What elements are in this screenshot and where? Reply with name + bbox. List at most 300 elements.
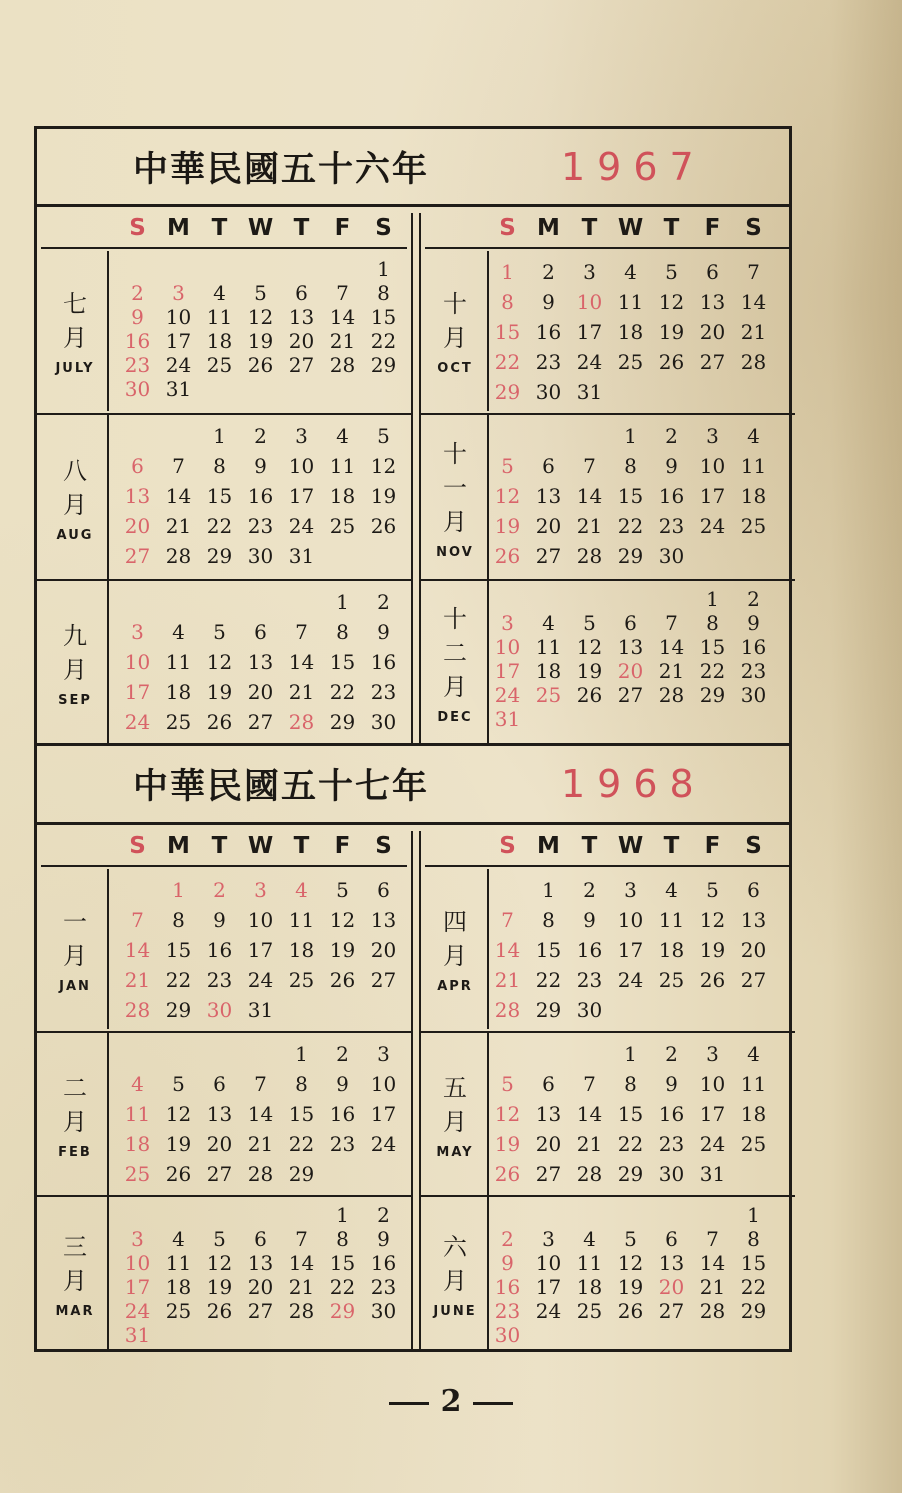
day-cell: 22	[329, 1275, 356, 1299]
day-cell: 12	[206, 650, 233, 674]
dash-left	[389, 1402, 429, 1405]
weekday-label: S	[745, 215, 762, 241]
day-cell: 16	[658, 1102, 685, 1126]
day-cell: 4	[336, 424, 349, 448]
day-cell: 7	[747, 260, 760, 284]
day-cell: 6	[213, 1072, 226, 1096]
empty-cell	[651, 707, 692, 731]
day-cell: 7	[336, 281, 349, 305]
day-cell: 28	[576, 1162, 603, 1186]
day-cell: 2	[254, 424, 267, 448]
day-cell: 25	[288, 968, 315, 992]
month-label	[41, 251, 109, 411]
day-cell: 30	[658, 1162, 685, 1186]
day-cell: 27	[247, 710, 274, 734]
empty-cell	[199, 1203, 240, 1227]
day-cell: 18	[740, 484, 767, 508]
day-cell: 14	[165, 484, 192, 508]
day-cell: 17	[699, 484, 726, 508]
day-cell: 10	[699, 1072, 726, 1096]
day-cell: 1	[377, 257, 390, 281]
day-cell: 26	[494, 1162, 521, 1186]
empty-cell	[733, 1323, 774, 1347]
empty-cell	[569, 421, 610, 451]
day-cell: 14	[494, 938, 521, 962]
day-cell: 13	[535, 1102, 562, 1126]
day-cell: 4	[747, 1042, 760, 1066]
day-cell: 7	[665, 611, 678, 635]
day-cell: 6	[295, 281, 308, 305]
day-cell: 19	[165, 1132, 192, 1156]
day-cell: 12	[370, 454, 397, 478]
empty-cell	[240, 1203, 281, 1227]
day-cell: 8	[624, 1072, 637, 1096]
day-cell: 20	[699, 320, 726, 344]
day-grid	[117, 587, 404, 737]
empty-cell	[322, 541, 363, 571]
day-cell: 11	[206, 305, 233, 329]
day-cell: 19	[206, 1275, 233, 1299]
day-cell: 1	[747, 1203, 760, 1227]
day-cell: 1	[172, 878, 185, 902]
day-cell: 5	[336, 878, 349, 902]
day-cell: 7	[254, 1072, 267, 1096]
day-cell: 24	[699, 514, 726, 538]
day-cell: 10	[535, 1251, 562, 1275]
empty-cell	[363, 541, 404, 571]
day-cell: 27	[699, 350, 726, 374]
day-cell: 1	[213, 424, 226, 448]
day-cell: 14	[124, 938, 151, 962]
day-cell: 21	[288, 680, 315, 704]
day-cell: 20	[247, 680, 274, 704]
day-cell: 25	[740, 514, 767, 538]
month-name-chinese: 四 月	[443, 907, 467, 970]
empty-cell	[158, 1203, 199, 1227]
day-cell: 24	[124, 1299, 151, 1323]
day-cell: 27	[617, 683, 644, 707]
empty-cell	[651, 377, 692, 407]
day-cell: 8	[542, 908, 555, 932]
day-cell: 14	[329, 305, 356, 329]
day-cell: 11	[617, 290, 644, 314]
day-cell: 8	[501, 290, 514, 314]
weekday-header	[117, 215, 404, 245]
empty-cell	[610, 377, 651, 407]
day-cell: 23	[658, 1132, 685, 1156]
day-cell: 20	[535, 1132, 562, 1156]
weekday-label: T	[581, 215, 598, 241]
day-cell: 18	[165, 1275, 192, 1299]
day-cell: 17	[370, 1102, 397, 1126]
weekday-label: F	[334, 833, 351, 859]
empty-cell	[158, 1323, 199, 1347]
day-cell: 13	[288, 305, 315, 329]
day-cell: 11	[740, 1072, 767, 1096]
day-cell: 5	[624, 1227, 637, 1251]
day-cell: 2	[131, 281, 144, 305]
day-cell: 16	[576, 938, 603, 962]
day-cell: 7	[131, 908, 144, 932]
day-cell: 11	[165, 650, 192, 674]
day-cell: 23	[576, 968, 603, 992]
day-cell: 23	[329, 1132, 356, 1156]
weekday-label: T	[581, 833, 598, 859]
empty-cell	[487, 1203, 528, 1227]
day-grid	[487, 257, 774, 407]
day-cell: 12	[165, 1102, 192, 1126]
empty-cell	[528, 1203, 569, 1227]
month-label	[41, 869, 109, 1029]
day-cell: 15	[535, 938, 562, 962]
day-cell: 24	[288, 514, 315, 538]
empty-cell	[733, 541, 774, 571]
day-cell: 23	[370, 680, 397, 704]
weekday-label: T	[663, 215, 680, 241]
day-cell: 12	[329, 908, 356, 932]
day-cell: 27	[535, 544, 562, 568]
day-cell: 2	[377, 590, 390, 614]
weekday-label: M	[167, 215, 190, 241]
day-cell: 29	[206, 544, 233, 568]
day-cell: 1	[706, 587, 719, 611]
day-cell: 26	[658, 350, 685, 374]
empty-cell	[528, 421, 569, 451]
header-rule	[425, 865, 789, 867]
day-cell: 3	[377, 1042, 390, 1066]
empty-cell	[240, 1039, 281, 1069]
day-cell: 10	[699, 454, 726, 478]
day-cell: 27	[247, 1299, 274, 1323]
day-cell: 29	[617, 1162, 644, 1186]
month-oct	[421, 251, 795, 411]
day-cell: 21	[329, 329, 356, 353]
day-cell: 14	[247, 1102, 274, 1126]
day-cell: 15	[494, 320, 521, 344]
month-aug	[37, 413, 411, 581]
month-apr	[421, 869, 795, 1029]
day-cell: 26	[494, 544, 521, 568]
day-cell: 22	[699, 659, 726, 683]
empty-cell	[610, 1323, 651, 1347]
day-cell: 22	[370, 329, 397, 353]
day-cell: 9	[583, 908, 596, 932]
month-name-chinese: 五 月	[443, 1073, 467, 1136]
day-cell: 3	[131, 620, 144, 644]
day-cell: 28	[247, 1162, 274, 1186]
day-cell: 25	[535, 683, 562, 707]
day-cell: 5	[213, 620, 226, 644]
day-cell: 22	[740, 1275, 767, 1299]
day-cell: 10	[124, 650, 151, 674]
month-name-english: FEB	[58, 1144, 92, 1160]
day-cell: 29	[535, 998, 562, 1022]
day-grid	[117, 1203, 404, 1347]
day-cell: 17	[576, 320, 603, 344]
day-cell: 28	[288, 710, 315, 734]
day-cell: 7	[295, 1227, 308, 1251]
day-cell: 23	[535, 350, 562, 374]
weekday-label: M	[537, 215, 560, 241]
day-cell: 29	[740, 1299, 767, 1323]
day-cell: 5	[583, 611, 596, 635]
weekday-label: S	[499, 833, 516, 859]
day-cell: 21	[576, 514, 603, 538]
empty-cell	[610, 707, 651, 731]
day-cell: 16	[370, 650, 397, 674]
day-cell: 13	[658, 1251, 685, 1275]
day-cell: 19	[699, 938, 726, 962]
day-cell: 22	[165, 968, 192, 992]
day-cell: 9	[336, 1072, 349, 1096]
column-divider	[411, 213, 421, 743]
day-cell: 1	[336, 590, 349, 614]
day-cell: 16	[247, 484, 274, 508]
day-cell: 28	[576, 544, 603, 568]
day-cell: 23	[740, 659, 767, 683]
weekday-label: S	[499, 215, 516, 241]
weekday-label: F	[704, 833, 721, 859]
weekday-label: M	[167, 833, 190, 859]
day-cell: 17	[617, 938, 644, 962]
day-cell: 12	[576, 635, 603, 659]
day-cell: 9	[377, 620, 390, 644]
month-name-chinese: 十 月	[443, 289, 467, 352]
empty-cell	[117, 1203, 158, 1227]
month-jan	[37, 869, 411, 1029]
day-cell: 26	[699, 968, 726, 992]
day-cell: 8	[377, 281, 390, 305]
month-name-english: JULY	[55, 360, 95, 376]
day-cell: 7	[172, 454, 185, 478]
weekday-label: S	[375, 215, 392, 241]
day-cell: 4	[747, 424, 760, 448]
label-divider	[107, 1197, 109, 1351]
empty-cell	[487, 421, 528, 451]
month-name-english: JAN	[59, 978, 91, 994]
day-cell: 15	[288, 1102, 315, 1126]
day-cell: 15	[699, 635, 726, 659]
weekday-label: T	[211, 833, 228, 859]
day-cell: 29	[494, 380, 521, 404]
day-grid	[117, 875, 404, 1025]
day-cell: 4	[172, 1227, 185, 1251]
month-name-english: SEP	[58, 692, 92, 708]
day-cell: 30	[576, 998, 603, 1022]
weekday-header	[117, 833, 404, 863]
weekday-label: W	[247, 833, 274, 859]
day-cell: 30	[494, 1323, 521, 1347]
day-cell: 31	[247, 998, 274, 1022]
empty-cell	[281, 1203, 322, 1227]
empty-cell	[487, 587, 528, 611]
months-right	[421, 825, 795, 1349]
day-cell: 10	[124, 1251, 151, 1275]
day-cell: 21	[165, 514, 192, 538]
day-cell: 3	[624, 878, 637, 902]
ad-year: 1967	[561, 144, 706, 189]
empty-cell	[117, 875, 158, 905]
month-name-english: NOV	[436, 544, 474, 560]
day-cell: 15	[329, 1251, 356, 1275]
day-cell: 29	[288, 1162, 315, 1186]
column-divider	[411, 831, 421, 1349]
day-cell: 28	[288, 1299, 315, 1323]
month-label	[421, 1197, 489, 1351]
day-cell: 27	[288, 353, 315, 377]
label-divider	[107, 869, 109, 1029]
year-header-1967	[37, 129, 789, 207]
day-cell: 3	[542, 1227, 555, 1251]
day-cell: 11	[288, 908, 315, 932]
day-cell: 15	[165, 938, 192, 962]
empty-cell	[528, 707, 569, 731]
day-cell: 9	[254, 454, 267, 478]
day-grid	[117, 1039, 404, 1189]
empty-cell	[569, 1323, 610, 1347]
day-cell: 17	[494, 659, 521, 683]
day-cell: 19	[247, 329, 274, 353]
day-cell: 10	[617, 908, 644, 932]
day-cell: 22	[206, 514, 233, 538]
month-name-chinese: 一 月	[63, 907, 87, 970]
day-cell: 8	[624, 454, 637, 478]
month-nov	[421, 413, 795, 581]
day-cell: 13	[740, 908, 767, 932]
day-cell: 13	[124, 484, 151, 508]
empty-cell	[240, 587, 281, 617]
weekday-label: T	[663, 833, 680, 859]
month-name-chinese: 十 一 月	[443, 439, 467, 536]
day-cell: 22	[617, 514, 644, 538]
day-cell: 14	[288, 650, 315, 674]
weekday-label: W	[617, 833, 644, 859]
day-cell: 5	[172, 1072, 185, 1096]
day-cell: 5	[377, 424, 390, 448]
header-rule	[425, 247, 789, 249]
empty-cell	[569, 1039, 610, 1069]
day-cell: 14	[576, 484, 603, 508]
day-cell: 31	[576, 380, 603, 404]
day-cell: 5	[501, 1072, 514, 1096]
day-cell: 26	[206, 710, 233, 734]
day-cell: 20	[247, 1275, 274, 1299]
month-name-chinese: 九 月	[63, 621, 87, 684]
day-cell: 31	[165, 377, 192, 401]
day-cell: 14	[658, 635, 685, 659]
month-name-english: MAR	[55, 1303, 95, 1319]
empty-cell	[692, 1323, 733, 1347]
day-cell: 29	[165, 998, 192, 1022]
day-cell: 3	[172, 281, 185, 305]
day-cell: 22	[288, 1132, 315, 1156]
empty-cell	[733, 1159, 774, 1189]
day-cell: 16	[370, 1251, 397, 1275]
month-name-chinese: 七 月	[63, 289, 87, 352]
empty-cell	[281, 587, 322, 617]
day-cell: 7	[706, 1227, 719, 1251]
day-cell: 1	[336, 1203, 349, 1227]
day-cell: 24	[247, 968, 274, 992]
day-cell: 19	[658, 320, 685, 344]
dash-right	[473, 1402, 513, 1405]
month-label	[421, 415, 489, 581]
header-rule	[41, 865, 407, 867]
empty-cell	[281, 257, 322, 281]
roc-year-title: 中華民國五十六年	[133, 149, 430, 190]
day-cell: 17	[124, 1275, 151, 1299]
day-cell: 9	[542, 290, 555, 314]
day-cell: 9	[213, 908, 226, 932]
day-cell: 21	[576, 1132, 603, 1156]
day-cell: 30	[658, 544, 685, 568]
day-cell: 18	[288, 938, 315, 962]
weekday-label: W	[247, 215, 274, 241]
month-label	[41, 1033, 109, 1197]
day-cell: 4	[665, 878, 678, 902]
empty-cell	[528, 1039, 569, 1069]
day-cell: 24	[165, 353, 192, 377]
month-july	[37, 251, 411, 411]
month-label	[421, 1033, 489, 1197]
day-cell: 16	[124, 329, 151, 353]
empty-cell	[199, 377, 240, 401]
day-cell: 3	[254, 878, 267, 902]
month-label	[41, 1197, 109, 1351]
day-cell: 31	[494, 707, 521, 731]
day-cell: 15	[206, 484, 233, 508]
month-name-english: DEC	[437, 709, 473, 725]
day-cell: 12	[658, 290, 685, 314]
day-cell: 30	[370, 710, 397, 734]
day-cell: 24	[370, 1132, 397, 1156]
label-divider	[107, 251, 109, 411]
empty-cell	[322, 257, 363, 281]
empty-cell	[158, 1039, 199, 1069]
empty-cell	[322, 377, 363, 401]
empty-cell	[240, 1323, 281, 1347]
month-may	[421, 1031, 795, 1197]
day-cell: 30	[247, 544, 274, 568]
empty-cell	[692, 995, 733, 1025]
month-label	[421, 251, 489, 411]
empty-cell	[692, 377, 733, 407]
day-cell: 8	[747, 1227, 760, 1251]
day-cell: 2	[665, 424, 678, 448]
day-cell: 21	[740, 320, 767, 344]
day-cell: 25	[617, 350, 644, 374]
empty-cell	[733, 707, 774, 731]
month-name-chinese: 六 月	[443, 1232, 467, 1295]
day-cell: 11	[658, 908, 685, 932]
day-cell: 20	[617, 659, 644, 683]
empty-cell	[528, 587, 569, 611]
day-cell: 10	[370, 1072, 397, 1096]
day-cell: 24	[699, 1132, 726, 1156]
day-cell: 1	[624, 1042, 637, 1066]
day-cell: 31	[288, 544, 315, 568]
day-cell: 20	[370, 938, 397, 962]
day-cell: 25	[165, 710, 192, 734]
day-cell: 26	[165, 1162, 192, 1186]
day-cell: 13	[617, 635, 644, 659]
day-cell: 6	[377, 878, 390, 902]
day-cell: 15	[370, 305, 397, 329]
year-block-1967	[37, 207, 789, 743]
calendar-frame	[34, 126, 792, 1352]
day-cell: 2	[501, 1227, 514, 1251]
day-cell: 30	[370, 1299, 397, 1323]
